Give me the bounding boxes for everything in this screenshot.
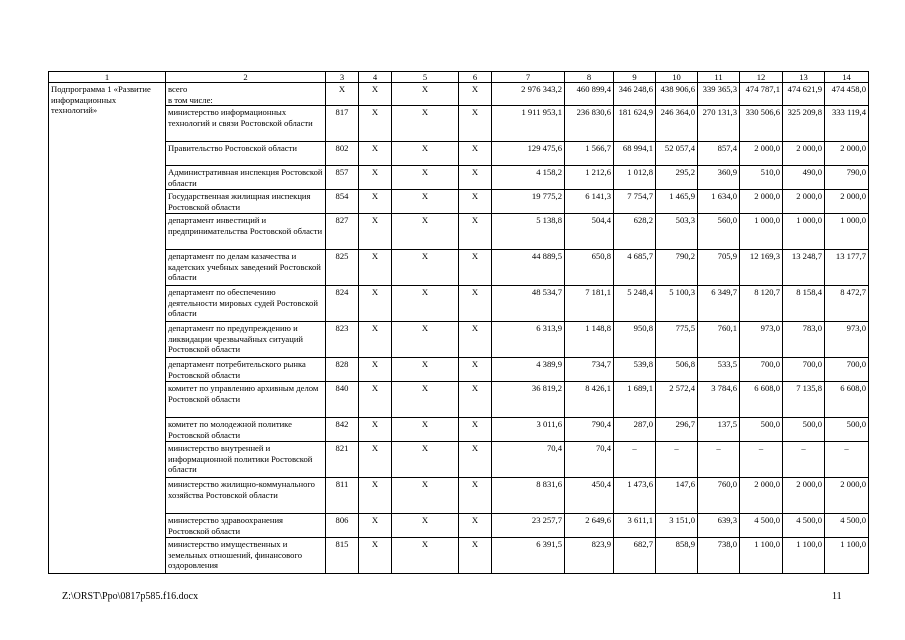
column-number-9: 9	[614, 72, 656, 83]
value-cell: 6 391,5	[492, 538, 565, 574]
value-cell: 682,7	[614, 538, 656, 574]
column-4-cell: X	[359, 538, 392, 574]
value-cell: 438 906,6	[656, 83, 698, 106]
value-cell: 734,7	[565, 358, 614, 382]
value-cell: 137,5	[698, 418, 740, 442]
column-6-cell: X	[459, 190, 492, 214]
value-cell: 330 506,6	[740, 106, 783, 142]
table-row	[49, 514, 869, 538]
value-cell: 296,7	[656, 418, 698, 442]
column-5-cell: X	[392, 538, 459, 574]
value-cell: 68 994,1	[614, 142, 656, 166]
value-cell: 325 209,8	[783, 106, 825, 142]
value-cell: 4 158,2	[492, 166, 565, 190]
executor-name-cell: Правительство Ростовской области	[166, 142, 326, 166]
value-cell: 44 889,5	[492, 250, 565, 286]
value-cell: 3 151,0	[656, 514, 698, 538]
column-6-cell: X	[459, 166, 492, 190]
value-cell: 639,3	[698, 514, 740, 538]
value-cell: 1 566,7	[565, 142, 614, 166]
executor-name-cell: Государственная жилищная инспекция Ростовской области	[166, 190, 326, 214]
table-row	[49, 286, 869, 322]
value-cell: 4 389,9	[492, 358, 565, 382]
value-cell: 1 000,0	[783, 214, 825, 250]
value-cell: 1 100,0	[825, 538, 869, 574]
value-cell: 650,8	[565, 250, 614, 286]
table-row	[49, 418, 869, 442]
value-cell: 339 365,3	[698, 83, 740, 106]
column-6-cell: X	[459, 358, 492, 382]
executor-name-cell: министерство информационных технологий и связи Ростовской области	[166, 106, 326, 142]
column-5-cell: X	[392, 442, 459, 478]
value-cell: 6 608,0	[740, 382, 783, 418]
value-cell: 346 248,6	[614, 83, 656, 106]
value-cell: 1 000,0	[825, 214, 869, 250]
value-cell: 857,4	[698, 142, 740, 166]
value-cell: 7 181,1	[565, 286, 614, 322]
value-cell: 333 119,4	[825, 106, 869, 142]
column-5-cell: X	[392, 214, 459, 250]
code-cell: X	[326, 83, 359, 106]
column-4-cell: X	[359, 514, 392, 538]
code-cell: 824	[326, 286, 359, 322]
code-cell: 840	[326, 382, 359, 418]
value-cell: 8 120,7	[740, 286, 783, 322]
value-cell: 1 634,0	[698, 190, 740, 214]
executor-name-cell: комитет по управлению архивным делом Ростовской области	[166, 382, 326, 418]
value-cell: 490,0	[783, 166, 825, 190]
value-cell: –	[656, 442, 698, 478]
value-cell: 6 608,0	[825, 382, 869, 418]
value-cell: 181 624,9	[614, 106, 656, 142]
value-cell: 2 000,0	[740, 190, 783, 214]
value-cell: 2 000,0	[740, 142, 783, 166]
column-number-3: 3	[326, 72, 359, 83]
value-cell: 504,4	[565, 214, 614, 250]
column-number-row	[49, 72, 869, 83]
column-5-cell: X	[392, 142, 459, 166]
value-cell: 2 000,0	[740, 478, 783, 514]
column-5-cell: X	[392, 190, 459, 214]
value-cell: 147,6	[656, 478, 698, 514]
value-cell: 460 899,4	[565, 83, 614, 106]
column-6-cell: X	[459, 382, 492, 418]
value-cell: 5 100,3	[656, 286, 698, 322]
value-cell: 950,8	[614, 322, 656, 358]
column-6-cell: X	[459, 250, 492, 286]
column-6-cell: X	[459, 83, 492, 106]
table-row	[49, 166, 869, 190]
column-5-cell: X	[392, 358, 459, 382]
program-name-cell: Подпрограмма 1 «Развитие информационных технологий»	[49, 83, 166, 574]
code-cell: 811	[326, 478, 359, 514]
code-cell: 854	[326, 190, 359, 214]
value-cell: 503,3	[656, 214, 698, 250]
value-cell: 760,0	[698, 478, 740, 514]
value-cell: 5 248,4	[614, 286, 656, 322]
value-cell: 2 000,0	[783, 142, 825, 166]
value-cell: 474 458,0	[825, 83, 869, 106]
column-4-cell: X	[359, 286, 392, 322]
value-cell: –	[614, 442, 656, 478]
column-6-cell: X	[459, 106, 492, 142]
value-cell: 1 212,6	[565, 166, 614, 190]
executor-name-cell: Административная инспекция Ростовской области	[166, 166, 326, 190]
value-cell: –	[698, 442, 740, 478]
column-6-cell: X	[459, 478, 492, 514]
column-6-cell: X	[459, 286, 492, 322]
value-cell: 790,0	[825, 166, 869, 190]
value-cell: 700,0	[740, 358, 783, 382]
code-cell: 827	[326, 214, 359, 250]
code-cell: 802	[326, 142, 359, 166]
table-row	[49, 322, 869, 358]
value-cell: 8 472,7	[825, 286, 869, 322]
value-cell: 738,0	[698, 538, 740, 574]
column-5-cell: X	[392, 106, 459, 142]
column-4-cell: X	[359, 418, 392, 442]
value-cell: –	[825, 442, 869, 478]
value-cell: 760,1	[698, 322, 740, 358]
value-cell: 23 257,7	[492, 514, 565, 538]
value-cell: 858,9	[656, 538, 698, 574]
value-cell: 70,4	[565, 442, 614, 478]
value-cell: 500,0	[740, 418, 783, 442]
column-5-cell: X	[392, 322, 459, 358]
value-cell: 705,9	[698, 250, 740, 286]
value-cell: 700,0	[783, 358, 825, 382]
value-cell: 2 000,0	[825, 478, 869, 514]
value-cell: 236 830,6	[565, 106, 614, 142]
column-4-cell: X	[359, 166, 392, 190]
column-4-cell: X	[359, 382, 392, 418]
value-cell: 13 177,7	[825, 250, 869, 286]
column-4-cell: X	[359, 142, 392, 166]
value-cell: 4 500,0	[825, 514, 869, 538]
value-cell: 36 819,2	[492, 382, 565, 418]
table-row	[49, 83, 869, 106]
column-number-2: 2	[166, 72, 326, 83]
value-cell: 48 534,7	[492, 286, 565, 322]
executor-name-cell: департамент по предупреждению и ликвидации чрезвычайных ситуаций Ростовской области	[166, 322, 326, 358]
table-row	[49, 538, 869, 574]
column-6-cell: X	[459, 442, 492, 478]
column-5-cell: X	[392, 166, 459, 190]
value-cell: 560,0	[698, 214, 740, 250]
value-cell: 539,8	[614, 358, 656, 382]
column-5-cell: X	[392, 382, 459, 418]
value-cell: 19 775,2	[492, 190, 565, 214]
table-row	[49, 250, 869, 286]
executor-name-cell: министерство здравоохранения Ростовской области	[166, 514, 326, 538]
value-cell: 506,8	[656, 358, 698, 382]
column-5-cell: X	[392, 83, 459, 106]
value-cell: 2 000,0	[825, 142, 869, 166]
table-row	[49, 358, 869, 382]
table-row	[49, 142, 869, 166]
value-cell: 2 572,4	[656, 382, 698, 418]
executor-name-cell: комитет по молодежной политике Ростовской области	[166, 418, 326, 442]
value-cell: 5 138,8	[492, 214, 565, 250]
value-cell: 8 831,6	[492, 478, 565, 514]
value-cell: 1 689,1	[614, 382, 656, 418]
value-cell: 3 784,6	[698, 382, 740, 418]
code-cell: 828	[326, 358, 359, 382]
column-6-cell: X	[459, 322, 492, 358]
value-cell: 7 754,7	[614, 190, 656, 214]
table-row	[49, 382, 869, 418]
column-6-cell: X	[459, 514, 492, 538]
table-row	[49, 106, 869, 142]
code-cell: 857	[326, 166, 359, 190]
value-cell: –	[740, 442, 783, 478]
value-cell: 1 465,9	[656, 190, 698, 214]
column-number-12: 12	[740, 72, 783, 83]
value-cell: 2 649,6	[565, 514, 614, 538]
value-cell: 1 100,0	[740, 538, 783, 574]
value-cell: 500,0	[825, 418, 869, 442]
code-cell: 825	[326, 250, 359, 286]
column-4-cell: X	[359, 358, 392, 382]
table-row	[49, 442, 869, 478]
value-cell: 3 011,6	[492, 418, 565, 442]
budget-table	[48, 71, 869, 574]
file-path: Z:\ORST\Ppo\0817p585.f16.docx	[62, 591, 199, 602]
column-4-cell: X	[359, 190, 392, 214]
value-cell: 790,4	[565, 418, 614, 442]
value-cell: –	[783, 442, 825, 478]
value-cell: 6 313,9	[492, 322, 565, 358]
value-cell: 2 000,0	[783, 478, 825, 514]
value-cell: 973,0	[740, 322, 783, 358]
value-cell: 775,5	[656, 322, 698, 358]
column-4-cell: X	[359, 83, 392, 106]
value-cell: 500,0	[783, 418, 825, 442]
column-5-cell: X	[392, 250, 459, 286]
value-cell: 1 148,8	[565, 322, 614, 358]
value-cell: 295,2	[656, 166, 698, 190]
value-cell: 533,5	[698, 358, 740, 382]
code-cell: 823	[326, 322, 359, 358]
value-cell: 52 057,4	[656, 142, 698, 166]
value-cell: 474 787,1	[740, 83, 783, 106]
value-cell: 4 685,7	[614, 250, 656, 286]
value-cell: 2 000,0	[783, 190, 825, 214]
column-number-7: 7	[492, 72, 565, 83]
executor-name-cell: департамент по обеспечению деятельности мировых судей Ростовской области	[166, 286, 326, 322]
page-number: 11	[832, 591, 842, 602]
column-number-6: 6	[459, 72, 492, 83]
column-4-cell: X	[359, 322, 392, 358]
value-cell: 129 475,6	[492, 142, 565, 166]
value-cell: 790,2	[656, 250, 698, 286]
column-number-1: 1	[49, 72, 166, 83]
table-row	[49, 478, 869, 514]
value-cell: 973,0	[825, 322, 869, 358]
value-cell: 783,0	[783, 322, 825, 358]
value-cell: 360,9	[698, 166, 740, 190]
table-row	[49, 214, 869, 250]
value-cell: 8 158,4	[783, 286, 825, 322]
value-cell: 1 473,6	[614, 478, 656, 514]
column-4-cell: X	[359, 478, 392, 514]
value-cell: 823,9	[565, 538, 614, 574]
column-number-10: 10	[656, 72, 698, 83]
column-5-cell: X	[392, 478, 459, 514]
column-5-cell: X	[392, 286, 459, 322]
value-cell: 450,4	[565, 478, 614, 514]
value-cell: 4 500,0	[783, 514, 825, 538]
code-cell: 842	[326, 418, 359, 442]
value-cell: 700,0	[825, 358, 869, 382]
column-6-cell: X	[459, 418, 492, 442]
code-cell: 817	[326, 106, 359, 142]
code-cell: 806	[326, 514, 359, 538]
value-cell: 6 141,3	[565, 190, 614, 214]
column-4-cell: X	[359, 442, 392, 478]
column-number-14: 14	[825, 72, 869, 83]
executor-name-cell: департамент по делам казачества и кадетских учебных заведений Ростовской области	[166, 250, 326, 286]
value-cell: 8 426,1	[565, 382, 614, 418]
value-cell: 246 364,0	[656, 106, 698, 142]
value-cell: 510,0	[740, 166, 783, 190]
value-cell: 287,0	[614, 418, 656, 442]
table-row	[49, 190, 869, 214]
value-cell: 270 131,3	[698, 106, 740, 142]
value-cell: 70,4	[492, 442, 565, 478]
column-number-5: 5	[392, 72, 459, 83]
value-cell: 1 911 953,1	[492, 106, 565, 142]
value-cell: 1 012,8	[614, 166, 656, 190]
executor-name-cell: всего в том числе:	[166, 83, 326, 106]
executor-name-cell: департамент потребительского рынка Ростовской области	[166, 358, 326, 382]
column-4-cell: X	[359, 106, 392, 142]
code-cell: 815	[326, 538, 359, 574]
executor-name-cell: министерство внутренней и информационной политики Ростовской области	[166, 442, 326, 478]
value-cell: 7 135,8	[783, 382, 825, 418]
value-cell: 3 611,1	[614, 514, 656, 538]
value-cell: 6 349,7	[698, 286, 740, 322]
value-cell: 1 000,0	[740, 214, 783, 250]
column-number-8: 8	[565, 72, 614, 83]
executor-name-cell: департамент инвестиций и предпринимательства Ростовской области	[166, 214, 326, 250]
column-number-4: 4	[359, 72, 392, 83]
column-5-cell: X	[392, 418, 459, 442]
column-6-cell: X	[459, 214, 492, 250]
column-number-11: 11	[698, 72, 740, 83]
value-cell: 1 100,0	[783, 538, 825, 574]
column-5-cell: X	[392, 514, 459, 538]
executor-name-cell: министерство имущественных и земельных отношений, финансового оздоровления	[166, 538, 326, 574]
column-number-13: 13	[783, 72, 825, 83]
executor-name-cell: министерство жилищно-коммунального хозяйства Ростовской области	[166, 478, 326, 514]
value-cell: 2 000,0	[825, 190, 869, 214]
value-cell: 4 500,0	[740, 514, 783, 538]
value-cell: 628,2	[614, 214, 656, 250]
column-4-cell: X	[359, 250, 392, 286]
value-cell: 12 169,3	[740, 250, 783, 286]
value-cell: 2 976 343,2	[492, 83, 565, 106]
column-4-cell: X	[359, 214, 392, 250]
column-6-cell: X	[459, 142, 492, 166]
code-cell: 821	[326, 442, 359, 478]
column-6-cell: X	[459, 538, 492, 574]
value-cell: 474 621,9	[783, 83, 825, 106]
value-cell: 13 248,7	[783, 250, 825, 286]
